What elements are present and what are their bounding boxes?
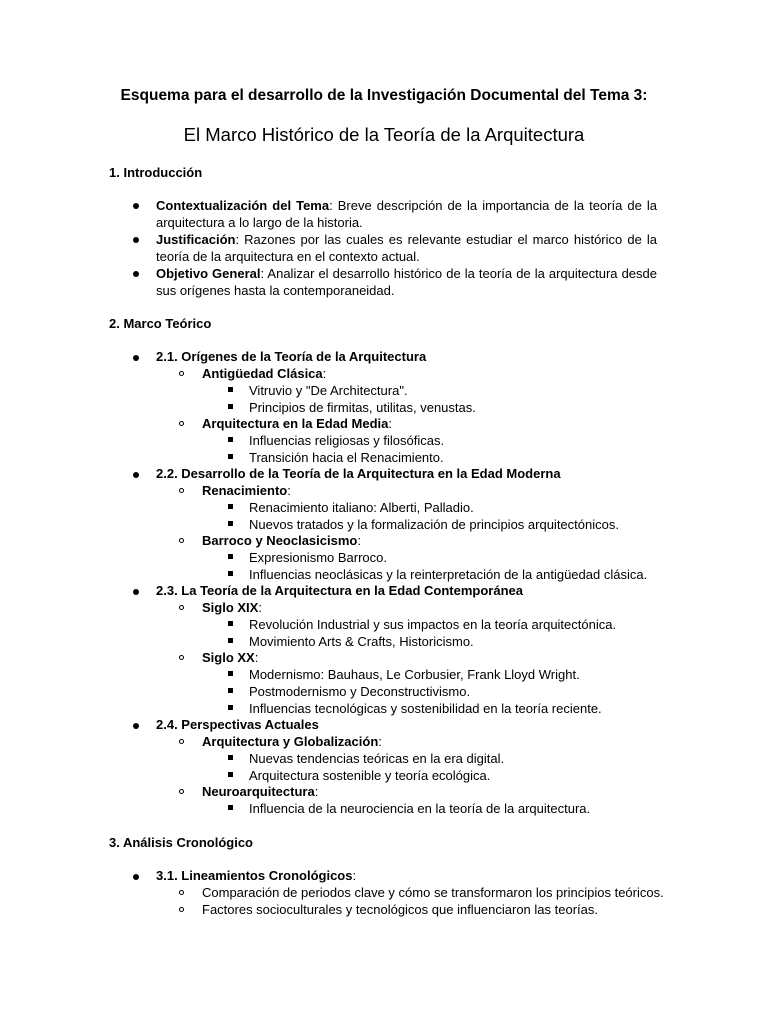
section-heading-introduccion: 1. Introducción: [109, 165, 203, 180]
bullet: [133, 355, 139, 361]
list-item: [156, 197, 657, 231]
detail-item: Nuevos tratados y la formalización de principios arquitectónicos.: [249, 517, 619, 532]
square-bullet: [228, 671, 233, 676]
bullet: [133, 271, 139, 277]
topic-term: Neuroarquitectura: [202, 784, 315, 799]
square-bullet: [228, 404, 233, 409]
document-subtitle: El Marco Histórico de la Teoría de la Arquitectura: [183, 124, 585, 145]
detail-item: Expresionismo Barroco.: [249, 550, 387, 565]
topic-item: Comparación de periodos clave y cómo se transformaron los principios teóricos.: [202, 885, 664, 900]
circle-bullet: [179, 890, 184, 895]
item-term: Objetivo General: [156, 266, 261, 281]
detail-item: Nuevas tendencias teóricas en la era digital.: [249, 751, 505, 766]
item-term: Contextualización del Tema: [156, 198, 330, 213]
topic-term: Antigüedad Clásica: [202, 366, 323, 381]
topic-item: [202, 365, 326, 382]
square-bullet: [228, 755, 233, 760]
bullet: [133, 874, 139, 880]
bullet: [133, 237, 139, 243]
bullet: [133, 472, 139, 478]
circle-bullet: [179, 655, 184, 660]
topic-colon: :: [287, 483, 291, 498]
detail-item: Vitruvio y "De Architectura".: [249, 383, 408, 398]
bullet: [133, 589, 139, 595]
item-text: : Analizar el desarrollo histórico de la teoría de la arquitectura desde sus orígenes hasta la contemporaneidad.: [156, 266, 657, 298]
square-bullet: [228, 437, 233, 442]
detail-item: Influencia de la neurociencia en la teoría de la arquitectura.: [249, 801, 591, 816]
square-bullet: [228, 705, 233, 710]
topic-item: [202, 783, 318, 800]
section-heading-analisis-cronologico: 3. Análisis Cronológico: [109, 835, 253, 850]
topic-term: Arquitectura y Globalización: [202, 734, 379, 749]
topic-item: [202, 415, 392, 432]
topic-colon: :: [357, 533, 361, 548]
section-heading-marco-teorico: 2. Marco Teórico: [109, 316, 212, 331]
topic-item: [202, 599, 262, 616]
subsection-term: 3.1. Lineamientos Cronológicos: [156, 868, 353, 883]
square-bullet: [228, 504, 233, 509]
detail-item: Influencias neoclásicas y la reinterpretación de la antigüedad clásica.: [249, 567, 648, 582]
subsection-title: 2.1. Orígenes de la Teoría de la Arquitectura: [156, 349, 427, 364]
detail-item: Movimiento Arts & Crafts, Historicismo.: [249, 634, 474, 649]
square-bullet: [228, 387, 233, 392]
document-title: Esquema para el desarrollo de la Investigación Documental del Tema 3:: [120, 87, 648, 104]
detail-item: Influencias tecnológicas y sostenibilidad en la teoría reciente.: [249, 701, 602, 716]
topic-item: [202, 532, 361, 549]
list-item: [156, 265, 657, 299]
square-bullet: [228, 454, 233, 459]
item-text: : Razones por las cuales es relevante estudiar el marco histórico de la teoría de la arquitectura en el contexto actual.: [156, 232, 657, 264]
circle-bullet: [179, 538, 184, 543]
square-bullet: [228, 805, 233, 810]
topic-colon: :: [378, 734, 382, 749]
subsection-title: 2.3. La Teoría de la Arquitectura en la Edad Contemporánea: [156, 583, 523, 598]
topic-term: Siglo XX: [202, 650, 255, 665]
topic-colon: :: [254, 650, 259, 665]
circle-bullet: [179, 739, 184, 744]
subsection-title: 2.2. Desarrollo de la Teoría de la Arquitectura en la Edad Moderna: [156, 466, 561, 481]
subsection-title: 2.4. Perspectivas Actuales: [156, 717, 319, 732]
circle-bullet: [179, 605, 184, 610]
item-text: : Breve descripción de la importancia de la teoría de la arquitectura a lo largo de la historia.: [156, 198, 657, 230]
circle-bullet: [179, 371, 184, 376]
topic-colon: :: [322, 366, 327, 381]
square-bullet: [228, 772, 233, 777]
detail-item: Transición hacia el Renacimiento.: [249, 450, 444, 465]
square-bullet: [228, 621, 233, 626]
detail-item: Renacimiento italiano: Alberti, Palladio.: [249, 500, 474, 515]
circle-bullet: [179, 907, 184, 912]
square-bullet: [228, 688, 233, 693]
detail-item: Postmodernismo y Deconstructivismo.: [249, 684, 471, 699]
topic-item: Factores socioculturales y tecnológicos que influenciaron las teorías.: [202, 902, 598, 917]
detail-item: Modernismo: Bauhaus, Le Corbusier, Frank Lloyd Wright.: [249, 667, 580, 682]
bullet: [133, 723, 139, 729]
topic-colon: :: [258, 600, 262, 615]
subsection-title: [156, 867, 356, 884]
topic-term: Arquitectura en la Edad Media: [202, 416, 389, 431]
circle-bullet: [179, 789, 184, 794]
list-item: [156, 231, 657, 265]
square-bullet: [228, 554, 233, 559]
topic-colon: :: [314, 784, 319, 799]
detail-item: Principios de firmitas, utilitas, venustas.: [249, 400, 476, 415]
topic-term: Renacimiento: [202, 483, 288, 498]
square-bullet: [228, 521, 233, 526]
topic-term: Barroco y Neoclasicismo: [202, 533, 358, 548]
circle-bullet: [179, 488, 184, 493]
topic-term: Siglo XIX: [202, 600, 259, 615]
square-bullet: [228, 638, 233, 643]
topic-item: [202, 649, 258, 666]
detail-item: Revolución Industrial y sus impactos en la teoría arquitectónica.: [249, 617, 617, 632]
detail-item: Arquitectura sostenible y teoría ecológica.: [249, 768, 491, 783]
bullet: [133, 203, 139, 209]
detail-item: Influencias religiosas y filosóficas.: [249, 433, 445, 448]
topic-colon: :: [388, 416, 392, 431]
topic-item: [202, 733, 382, 750]
circle-bullet: [179, 421, 184, 426]
square-bullet: [228, 571, 233, 576]
subsection-colon: :: [352, 868, 357, 883]
item-term: Justificación: [156, 232, 236, 247]
topic-item: [202, 482, 291, 499]
